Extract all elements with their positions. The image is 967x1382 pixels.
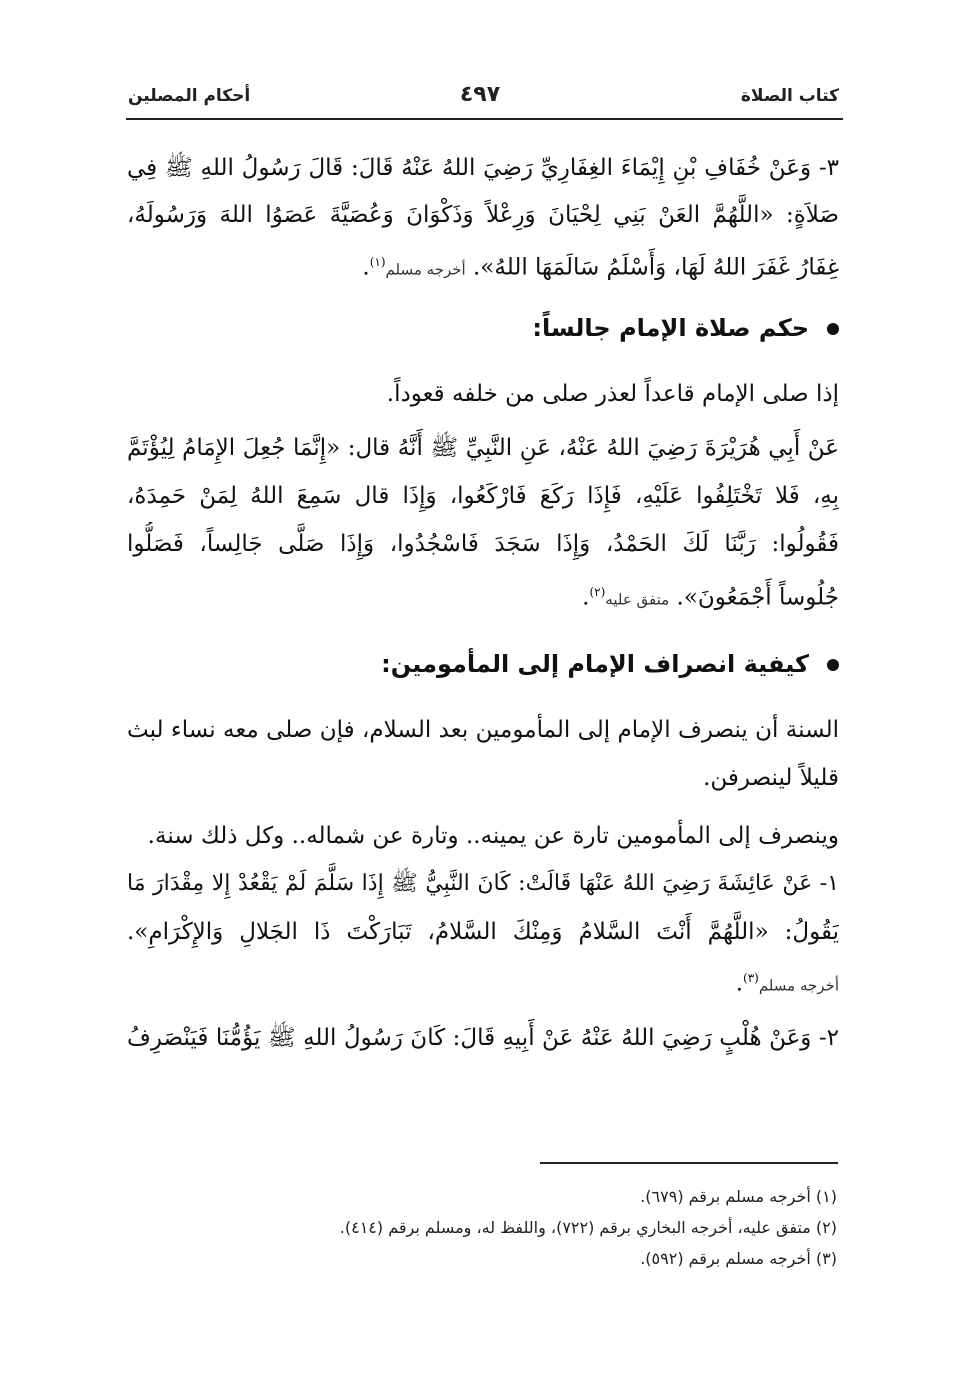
hadith-abu-hurairah-line1: عَنْ أَبِي هُرَيْرَةَ رَضِيَ اللهُ عَنْهُ، عَنِ النَّبِيِّ ﷺ أَنَّهُ قال: «إِنَّمَا جُعِلَ الإِمَامُ لِيُؤْتَمَّ [127, 435, 839, 461]
section-heading-imam-sitting [532, 308, 839, 348]
turning-sides-paragraph: وينصرف إلى المأمومين تارة عن يمينه.. وتارة عن شماله.. وكل ذلك سنة. [147, 823, 839, 849]
section-heading-text: كيفية انصراف الإمام إلى المأمومين: [381, 650, 809, 678]
hadith-abu-hurairah-line4-text: جُلُوساً أَجْمَعُونَ». [676, 584, 839, 611]
ruling-imam-sitting: إذا صلى الإمام قاعداً لعذر صلى من خلفه قعوداً. [386, 381, 839, 407]
hadith3-line2: صَلاَةٍ: «اللَّهُمَّ العَنْ بَنِي لِحْيَانَ وَرِعْلاً وَذَكْوَانَ وَعُصَيَّةَ عَصَوُا اللهَ وَرَسُولَهُ، [127, 202, 839, 228]
footnote-divider [540, 1162, 838, 1164]
header-chapter-title: أحكام المصلين [128, 86, 251, 106]
hadith-abu-hurairah-source: متفق عليه [605, 590, 670, 609]
header-divider [126, 118, 843, 120]
footnote-marker-3: (٣) [743, 971, 759, 985]
footnote-2: (٢) متفق عليه، أخرجه البخاري برقم (٧٢٢)، واللفظ له، ومسلم برقم (٤١٤). [339, 1218, 837, 1237]
hadith3-source: أخرجه مسلم [385, 260, 466, 279]
hadith-aisha-line2: يَقُولُ: «اللَّهُمَّ أَنْتَ السَّلامُ وَمِنْكَ السَّلامُ، تَبَارَكْتَ ذَا الجَلالِ وَالإِكْرَامِ». [127, 919, 839, 945]
section-heading-text: حكم صلاة الإمام جالساً: [532, 314, 809, 342]
footnote-3: (٣) أخرجه مسلم برقم (٥٩٢). [640, 1249, 837, 1268]
hadith-hulb-line1: ٢- وَعَنْ هُلْبٍ رَضِيَ اللهُ عَنْهُ عَنْ أَبِيهِ قَالَ: كَانَ رَسُولُ اللهِ ﷺ يَؤُمُّنَا فَيَنْصَرِفُ [127, 1025, 839, 1051]
section-heading-imam-turning [381, 644, 839, 684]
hadith-aisha-end: . [735, 970, 743, 997]
bullet-icon [827, 659, 839, 671]
footnote-marker-2: (٢) [589, 585, 606, 599]
hadith3-line1: ٣- وَعَنْ خُفَافِ بْنِ إِيْمَاءَ الغِفَارِيِّ رَضِيَ اللهُ عَنْهُ قَالَ: قَالَ رَسُولُ اللهِ ﷺ فِي [127, 155, 839, 181]
hadith-abu-hurairah-line2: بِهِ، فَلا تَخْتَلِفُوا عَلَيْهِ، فَإِذَا رَكَعَ فَارْكَعُوا، وَإِذَا قال سَمِعَ اللهُ لِمَنْ حَمِدَهُ، [127, 483, 839, 509]
sunnah-paragraph-line2: قليلاً لينصرفن. [703, 765, 839, 791]
hadith-abu-hurairah-line4 [127, 570, 839, 614]
hadith-aisha-source: أخرجه مسلم [758, 976, 839, 995]
hadith3-line3 [127, 240, 839, 284]
hadith-abu-hurairah-end: . [582, 584, 590, 611]
header-book-title: كتاب الصلاة [740, 86, 839, 106]
hadith3-line3-text: غِفَارُ غَفَرَ اللهُ لَهَا، وَأَسْلَمُ سَالَمَهَا اللهُ». [473, 254, 839, 281]
page-number: ٤٩٧ [459, 82, 501, 107]
footnote-marker-1: (١) [369, 255, 386, 269]
hadith3-end: . [362, 254, 370, 281]
sunnah-paragraph-line1: السنة أن ينصرف الإمام إلى المأمومين بعد السلام، فإن صلى معه نساء لبث [127, 717, 839, 743]
hadith-aisha-source-line [127, 956, 839, 1000]
bullet-icon [827, 323, 839, 335]
footnote-1: (١) أخرجه مسلم برقم (٦٧٩). [640, 1187, 837, 1206]
hadith-abu-hurairah-line3: فَقُولُوا: رَبَّنَا لَكَ الحَمْدُ، وَإِذَا سَجَدَ فَاسْجُدُوا، وَإِذَا صَلَّى جَالِساً، فَصَلُّوا [127, 531, 839, 557]
hadith-aisha-line1: ١- عَنْ عَائِشَةَ رَضِيَ اللهُ عَنْهَا قَالَتْ: كَانَ النَّبِيُّ ﷺ إِذَا سَلَّمَ لَمْ يَقْعُدْ إِلا مِقْدَارَ مَا [127, 871, 839, 896]
